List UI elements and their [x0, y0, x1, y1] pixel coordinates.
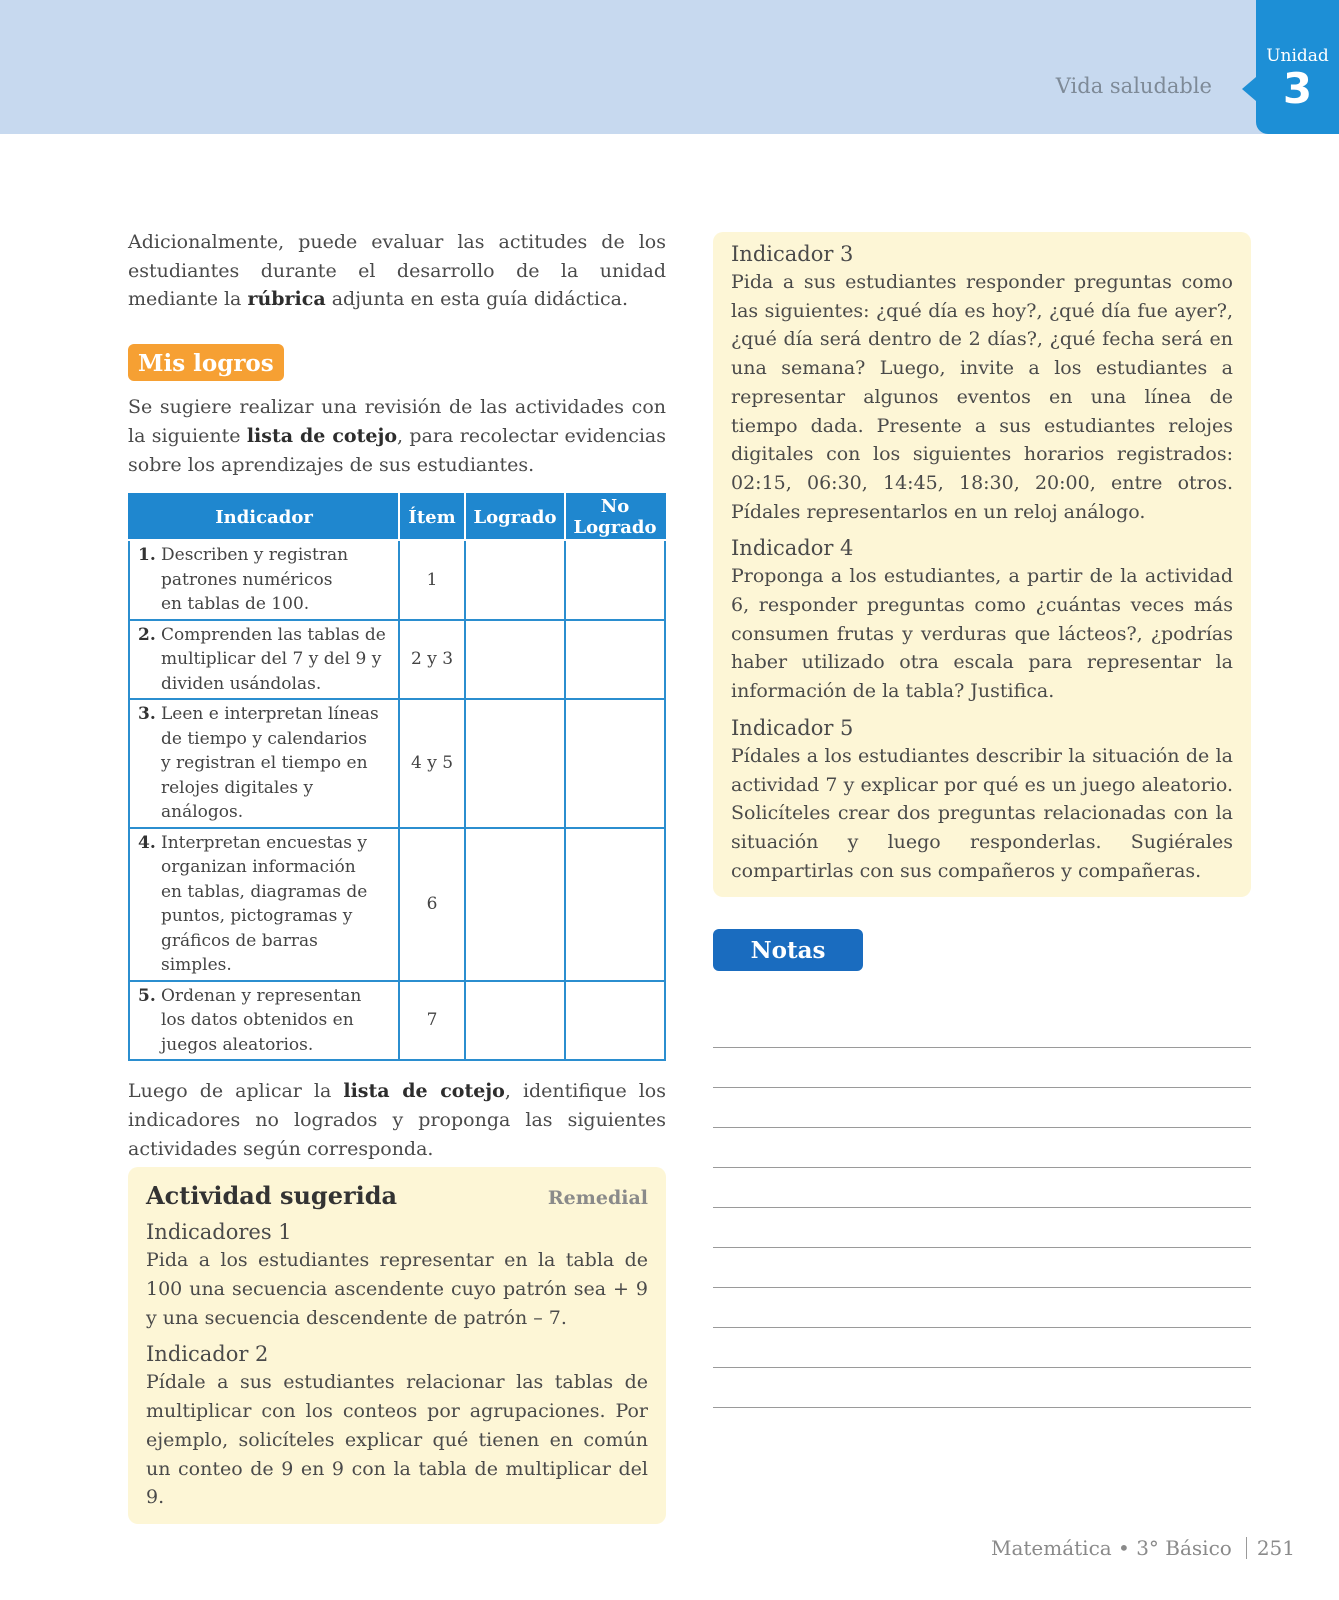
col-header-no-logrado: No Logrado [565, 494, 665, 540]
indicator-line: y registran el tiempo en [161, 753, 368, 774]
indicator-text [161, 623, 386, 697]
right-column [713, 232, 1251, 1408]
note-line[interactable] [713, 1368, 1251, 1408]
indicator-line: de tiempo y calendarios [161, 728, 367, 749]
item-cell: 7 [399, 981, 465, 1061]
suggest-paragraph: Se sugiere realizar una revisión de las actividades con la siguiente lista de cotejo, para recolectar evidencias sobre los aprendizajes de sus estudiantes. [128, 396, 667, 476]
indicator-cell [129, 981, 399, 1061]
left-column [128, 228, 666, 1524]
notes-heading: Notas [713, 929, 863, 971]
mis-logros-heading: Mis logros [128, 344, 284, 381]
page-footer [991, 1536, 1295, 1560]
activity-heading-2: Indicador 2 [146, 1342, 269, 1367]
no-logrado-cell[interactable] [565, 620, 665, 700]
indicator-line: Comprenden las tablas de [161, 624, 386, 645]
no-logrado-cell[interactable] [565, 540, 665, 620]
item-cell: 1 [399, 540, 465, 620]
indicator-line: Leen e interpretan líneas [161, 704, 379, 725]
footer-separator [1246, 1537, 1247, 1559]
unit-label: Unidad [1266, 46, 1329, 66]
indicator-cell [129, 828, 399, 981]
indicator-number: 4. [138, 832, 156, 853]
table-body [129, 540, 665, 1060]
indicator-line: puntos, pictogramas y [161, 906, 353, 927]
note-line[interactable] [713, 1288, 1251, 1328]
indicator-line: multiplicar del 7 y del 9 y [161, 649, 382, 670]
indicator-text [161, 702, 390, 825]
activity-title: Actividad sugerida [146, 1181, 398, 1211]
table-row [129, 699, 665, 828]
indicator-text [161, 543, 348, 617]
table-header-row [129, 494, 665, 540]
indicators-box [713, 232, 1251, 897]
header-band [0, 0, 1339, 134]
indicator-number: 1. [138, 545, 156, 566]
indicator-text [161, 831, 390, 978]
unit-subject: Vida saludable [1055, 74, 1212, 98]
no-logrado-cell[interactable] [565, 981, 665, 1061]
indicator-line: Interpretan encuestas y [161, 832, 368, 853]
indicator-line: en tablas, diagramas de [161, 881, 368, 902]
indicator-5-text: Pídales a los estudiantes describir la situación de la actividad 7 y explicar por qué es un juego aleatorio. Solicíteles crear dos preguntas relacionadas con la situación y luego responderlas. Sugiérales compartirlas con sus compañeros y compañeras. [731, 744, 1233, 882]
note-line[interactable] [713, 1128, 1251, 1168]
footer-book: Matemática • 3° Básico [990, 1536, 1232, 1560]
indicator-cell [129, 699, 399, 828]
indicator-number: 2. [138, 624, 156, 645]
logrado-cell[interactable] [465, 620, 565, 700]
note-line[interactable] [713, 1008, 1251, 1048]
table-row [129, 540, 665, 620]
activity-tag: Remedial [547, 1187, 648, 1210]
col-header-item: Ítem [399, 494, 465, 540]
logrado-cell[interactable] [465, 981, 565, 1061]
indicator-4-text: Proponga a los estudiantes, a partir de la actividad 6, responder preguntas como ¿cuántas veces más consumen frutas y verduras que lácteos?, ¿podrías haber utilizado otra escala para representar la información de la tabla? Justifica. [731, 565, 1233, 703]
note-line[interactable] [713, 1248, 1251, 1288]
col-header-indicador: Indicador [129, 494, 399, 540]
unit-number: 3 [1282, 64, 1313, 113]
indicator-line: relojes digitales y análogos. [161, 777, 314, 823]
note-line[interactable] [713, 1208, 1251, 1248]
checklist-table [128, 493, 666, 1061]
indicator-line: organizan información [161, 857, 356, 878]
notes-lines [713, 1008, 1251, 1408]
indicator-cell [129, 620, 399, 700]
indicator-line: gráficos de barras simples. [161, 930, 318, 976]
intro-paragraph: Adicionalmente, puede evaluar las actitudes de los estudiantes durante el desarrollo de la unidad mediante la rúbrica adjunta en esta guía didáctica. [128, 231, 666, 311]
indicator-line: Ordenan y representan [161, 985, 362, 1006]
logrado-cell[interactable] [465, 828, 565, 981]
indicator-line: dividen usándolas. [161, 673, 322, 694]
table-row [129, 620, 665, 700]
indicator-cell [129, 540, 399, 620]
page-number: 251 [1256, 1536, 1295, 1560]
activity-box [128, 1167, 666, 1524]
no-logrado-cell[interactable] [565, 828, 665, 981]
no-logrado-cell[interactable] [565, 699, 665, 828]
table-row [129, 828, 665, 981]
indicator-line: juegos aleatorios. [161, 1034, 314, 1055]
note-line[interactable] [713, 1048, 1251, 1088]
logrado-cell[interactable] [465, 540, 565, 620]
note-line[interactable] [713, 1088, 1251, 1128]
table-row [129, 981, 665, 1061]
unit-tab-arrow [1242, 77, 1256, 101]
unit-tab [1256, 0, 1339, 134]
indicator-number: 3. [138, 704, 156, 725]
note-line[interactable] [713, 1168, 1251, 1208]
indicator-4-heading: Indicador 4 [731, 536, 854, 561]
logrado-cell[interactable] [465, 699, 565, 828]
col-header-logrado: Logrado [465, 494, 565, 540]
activity-text-1: Pida a los estudiantes representar en la tabla de 100 una secuencia ascendente cuyo patrón sea + 9 y una secuencia descendente de patrón – 7. [146, 1249, 648, 1329]
indicator-3-text: Pida a sus estudiantes responder preguntas como las siguientes: ¿qué día es hoy?, ¿qué día fue ayer?, ¿qué día será dentro de 2 días?, ¿qué fecha será en una semana? Luego, invite a los estudiantes a representar algunos eventos en una línea de tiempo dada. Presente a sus estudiantes relojes digitales con los siguientes horarios registrados: 02:15, 06:30, 14:45, 18:30, 20:00, entre otros. Pídales representarlos en un reloj análogo. [731, 271, 1233, 523]
indicator-line: Describen y registran [161, 545, 349, 566]
activity-text-2: Pídale a sus estudiantes relacionar las tablas de multiplicar con los conteos por agrupaciones. Por ejemplo, solicíteles explicar qué tienen en común un conteo de 9 en 9 con la tabla de multiplicar del 9. [146, 1371, 648, 1509]
indicator-line: patrones numéricos [161, 569, 333, 590]
activity-heading-1: Indicadores 1 [146, 1220, 292, 1245]
note-line[interactable] [713, 1328, 1251, 1368]
indicator-3-heading: Indicador 3 [731, 242, 854, 266]
indicator-line: en tablas de 100. [161, 594, 310, 615]
indicator-number: 5. [138, 985, 156, 1006]
item-cell: 6 [399, 828, 465, 981]
item-cell: 2 y 3 [399, 620, 465, 700]
indicator-5-heading: Indicador 5 [731, 715, 854, 740]
indicator-line: los datos obtenidos en [161, 1010, 354, 1031]
item-cell: 4 y 5 [399, 699, 465, 828]
indicator-text [161, 984, 361, 1058]
after-table-paragraph: Luego de aplicar la lista de cotejo, identifique los indicadores no logrados y proponga las siguientes actividades según corresponda. [128, 1080, 666, 1160]
